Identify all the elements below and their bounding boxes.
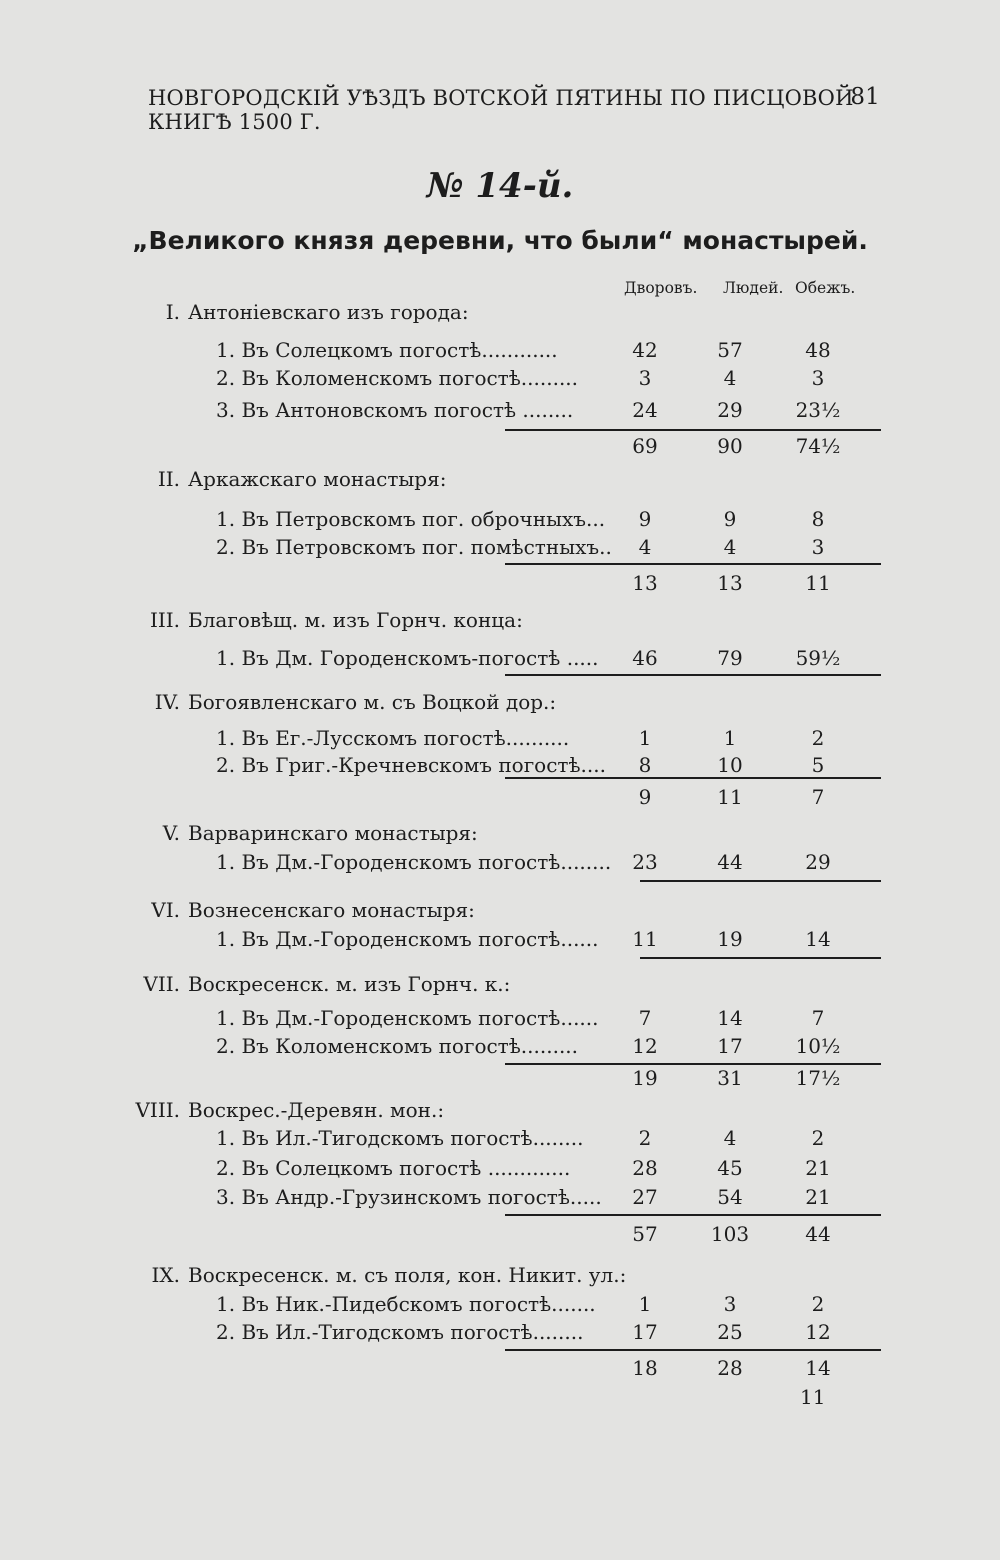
table-cell: 57 — [717, 338, 743, 362]
section-title — [128, 467, 548, 491]
table-total-cell: 28 — [717, 1356, 743, 1380]
section-title-text: Варваринскаго монастыря: — [188, 821, 478, 845]
table-total-cell: 90 — [717, 434, 743, 458]
section-roman-numeral: III. — [149, 608, 180, 632]
section-title — [128, 898, 548, 922]
table-cell: 12 — [805, 1320, 831, 1344]
table-total-cell: 18 — [632, 1356, 658, 1380]
table-cell: 4 — [723, 1126, 737, 1150]
table-total-cell: 103 — [710, 1222, 750, 1246]
table-row-label: 2. Въ Григ.-Кречневскомъ погостѣ.... — [216, 753, 606, 777]
table-cell: 17 — [717, 1034, 743, 1058]
table-cell: 2 — [811, 726, 825, 750]
table-row-label: 1. Въ Дм.-Городенскомъ погостѣ........ — [216, 850, 612, 874]
table-cell: 1 — [638, 726, 652, 750]
table-total-cell: 31 — [717, 1066, 743, 1090]
section-title — [128, 1263, 627, 1287]
table-cell: 14 — [717, 1006, 743, 1030]
table-row-label: 1. Въ Петровскомъ пог. оброчныхъ... — [216, 507, 606, 531]
table-cell: 1 — [723, 726, 737, 750]
table-cell: 12 — [632, 1034, 658, 1058]
section-title — [128, 300, 548, 324]
table-total-cell: 13 — [717, 571, 743, 595]
table-cell: 25 — [717, 1320, 743, 1344]
sum-rule — [640, 957, 881, 959]
sum-rule — [505, 1063, 881, 1065]
table-total-cell: 11 — [805, 571, 831, 595]
table-cell: 54 — [717, 1185, 743, 1209]
table-cell: 45 — [717, 1156, 743, 1180]
table-cell: 27 — [632, 1185, 658, 1209]
table-row-label: 1. Въ Дм.-Городенскомъ погостѣ...... — [216, 927, 599, 951]
page-number: 81 — [850, 84, 880, 110]
column-header-people: Людей. — [723, 279, 784, 297]
header-title: НОВГОРОДСКІЙ УѢЗДЪ ВОТСКОЙ ПЯТИНЫ ПО ПИСЦОВОЙ КНИГѢ 1500 Г. — [148, 86, 854, 134]
table-heading: „Великого князя деревни, что были“ монастырей. — [132, 226, 868, 255]
table-cell: 10 — [717, 753, 743, 777]
table-cell: 28 — [632, 1156, 658, 1180]
table-total-cell: 44 — [805, 1222, 831, 1246]
section-title-text: Воскресенск. м. изъ Горнч. к.: — [188, 972, 511, 996]
table-cell: 59½ — [795, 646, 841, 670]
table-row-label: 2. Въ Ил.-Тигодскомъ погостѣ........ — [216, 1320, 584, 1344]
table-total-cell: 7 — [811, 785, 825, 809]
table-cell: 4 — [723, 535, 737, 559]
section-title — [128, 972, 548, 996]
section-title-text: Аркажскаго монастыря: — [188, 467, 447, 491]
section-title-text: Благовѣщ. м. изъ Горнч. конца: — [188, 608, 523, 632]
table-cell: 23½ — [795, 398, 841, 422]
table-cell: 14 — [805, 927, 831, 951]
table-cell: 24 — [632, 398, 658, 422]
table-cell: 3 — [638, 366, 652, 390]
section-roman-numeral: II. — [157, 467, 180, 491]
table-cell: 11 — [632, 927, 658, 951]
table-cell: 21 — [805, 1156, 831, 1180]
table-total-cell: 19 — [632, 1066, 658, 1090]
table-row-label: 2. Въ Коломенскомъ погостѣ......... — [216, 366, 579, 390]
section-title-text: Антоніевскаго изъ города: — [188, 300, 469, 324]
table-row-label: 3. Въ Антоновскомъ погостѣ ........ — [216, 398, 574, 422]
table-total-cell: 13 — [632, 571, 658, 595]
table-row-label: 1. Въ Ник.-Пидебскомъ погостѣ....... — [216, 1292, 596, 1316]
printer-signature: 11 — [800, 1385, 826, 1409]
table-row-label: 2. Въ Петровскомъ пог. помѣстныхъ.. — [216, 535, 612, 559]
table-cell: 29 — [717, 398, 743, 422]
table-row-label: 3. Въ Андр.-Грузинскомъ погостѣ..... — [216, 1185, 602, 1209]
section-roman-numeral: VI. — [151, 898, 180, 922]
table-cell: 42 — [632, 338, 658, 362]
table-row-label: 1. Въ Дм.-Городенскомъ погостѣ...... — [216, 1006, 599, 1030]
sum-rule — [505, 1349, 881, 1351]
table-cell: 8 — [811, 507, 825, 531]
column-header-households: Дворовъ. — [624, 279, 698, 297]
table-total-cell: 14 — [805, 1356, 831, 1380]
sum-rule — [505, 777, 881, 779]
column-header-obzhi: Обежъ. — [795, 279, 856, 297]
table-cell: 44 — [717, 850, 743, 874]
table-total-cell: 57 — [632, 1222, 658, 1246]
table-cell: 3 — [723, 1292, 737, 1316]
table-total-cell: 11 — [717, 785, 743, 809]
section-roman-numeral: I. — [165, 300, 180, 324]
table-row-label: 1. Въ Ил.-Тигодскомъ погостѣ........ — [216, 1126, 584, 1150]
table-cell: 19 — [717, 927, 743, 951]
table-total-cell: 69 — [632, 434, 658, 458]
table-row-label: 2. Въ Коломенскомъ погостѣ......... — [216, 1034, 579, 1058]
table-row-label: 1. Въ Солецкомъ погостѣ............ — [216, 338, 558, 362]
table-cell: 2 — [811, 1126, 825, 1150]
table-cell: 79 — [717, 646, 743, 670]
section-title-text: Воскресенск. м. съ поля, кон. Никит. ул.: — [188, 1263, 627, 1287]
table-cell: 9 — [723, 507, 737, 531]
sum-rule — [505, 1214, 881, 1216]
table-cell: 2 — [638, 1126, 652, 1150]
table-cell: 29 — [805, 850, 831, 874]
table-cell: 3 — [811, 535, 825, 559]
table-row-label: 1. Въ Дм. Городенскомъ-погостѣ ..... — [216, 646, 599, 670]
table-cell: 1 — [638, 1292, 652, 1316]
table-cell: 46 — [632, 646, 658, 670]
table-cell: 10½ — [795, 1034, 841, 1058]
section-title — [128, 1098, 548, 1122]
table-cell: 23 — [632, 850, 658, 874]
table-cell: 48 — [805, 338, 831, 362]
section-title-text: Вознесенскаго монастыря: — [188, 898, 475, 922]
table-cell: 4 — [723, 366, 737, 390]
section-title — [128, 608, 548, 632]
table-cell: 8 — [638, 753, 652, 777]
sum-rule — [640, 880, 881, 882]
section-title-text: Воскрес.-Деревян. мон.: — [188, 1098, 445, 1122]
table-cell: 17 — [632, 1320, 658, 1344]
document-number: № 14-й. — [426, 166, 574, 206]
table-cell: 4 — [638, 535, 652, 559]
sum-rule — [505, 563, 881, 565]
table-total-cell: 74½ — [795, 434, 841, 458]
section-roman-numeral: IV. — [154, 690, 180, 714]
section-roman-numeral: V. — [162, 821, 180, 845]
table-cell: 7 — [638, 1006, 652, 1030]
table-cell: 5 — [811, 753, 825, 777]
table-cell: 2 — [811, 1292, 825, 1316]
section-title-text: Богоявленскаго м. съ Воцкой дор.: — [188, 690, 557, 714]
section-roman-numeral: VIII. — [135, 1098, 180, 1122]
section-roman-numeral: VII. — [143, 972, 180, 996]
table-total-cell: 9 — [638, 785, 652, 809]
table-cell: 9 — [638, 507, 652, 531]
table-row-label: 2. Въ Солецкомъ погостѣ ............. — [216, 1156, 571, 1180]
section-title — [128, 690, 557, 714]
sum-rule — [505, 429, 881, 431]
table-cell: 3 — [811, 366, 825, 390]
table-total-cell: 17½ — [795, 1066, 841, 1090]
sum-rule — [505, 674, 881, 676]
table-row-label: 1. Въ Ег.-Лусскомъ погостѣ.......... — [216, 726, 570, 750]
section-title — [128, 821, 548, 845]
table-cell: 21 — [805, 1185, 831, 1209]
table-cell: 7 — [811, 1006, 825, 1030]
section-roman-numeral: IX. — [151, 1263, 180, 1287]
